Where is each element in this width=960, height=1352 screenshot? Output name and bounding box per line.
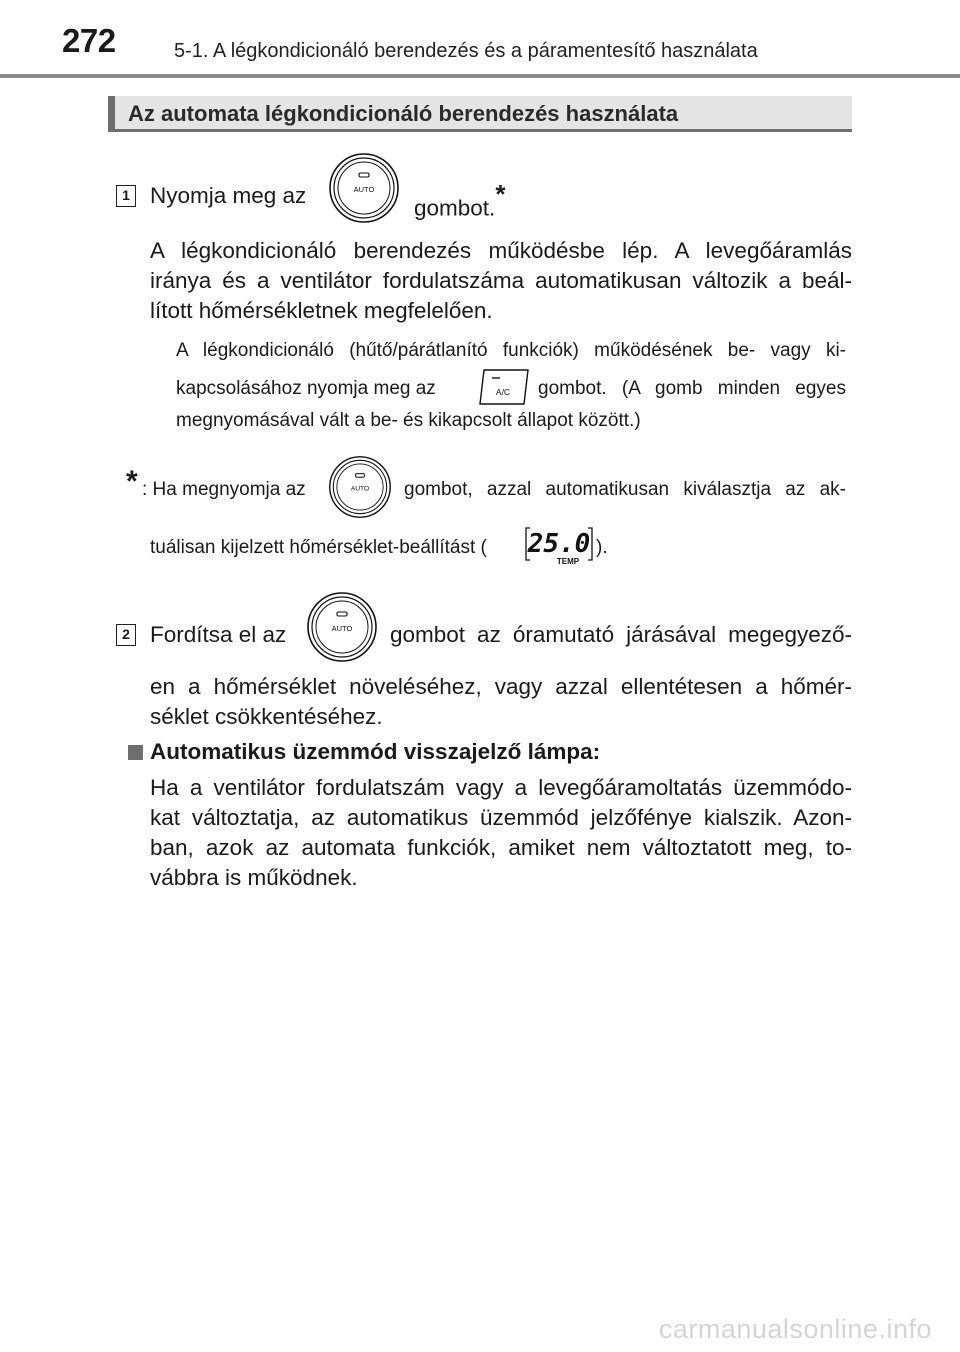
- step-1-body-line-2: iránya és a ventilátor fordulatszáma automatikusan változik a beál-: [150, 268, 852, 293]
- step-1-text-after: [414, 179, 506, 222]
- footnote-asterisk: *: [126, 465, 138, 498]
- section-heading-bar: [108, 96, 852, 132]
- auto-knob-icon-step2: [306, 591, 378, 663]
- running-header: 5-1. A légkondicionáló berendezés és a páramentesítő használata: [174, 40, 758, 62]
- step-1-note-line-2-after: gombot. (A gomb minden egyes: [538, 378, 846, 399]
- watermark: carmanualsonline.info: [658, 1314, 932, 1344]
- auto-knob-label: AUTO: [353, 185, 375, 194]
- step-1-badge: 1: [116, 185, 136, 207]
- header-rule: [0, 74, 960, 78]
- temperature-display-label: TEMP: [556, 557, 580, 566]
- footnote-line-2-before: tuálisan kijelzett hőmérséklet-beállítást (: [150, 537, 487, 558]
- subsection-line-3: ban, azok az automata funkciók, amiket nem változtatott meg, to-: [150, 835, 852, 860]
- step-1-note-line-3: megnyomásával vált a be- és kikapcsolt állapot között.): [176, 410, 641, 431]
- subsection-line-1: Ha a ventilátor fordulatszám vagy a levegőáramoltatás üzemmódo-: [150, 775, 852, 800]
- step-1-text-after-word: gombot.: [414, 195, 496, 221]
- step-1-body-line-3: lított hőmérsékletnek megfelelően.: [150, 298, 493, 323]
- step-2-text-after: gombot az óramutató járásával megegyező-: [390, 622, 852, 647]
- footnote-line-1-before: : Ha megnyomja az: [142, 479, 306, 500]
- section-title: Az automata légkondicionáló berendezés használata: [128, 101, 679, 126]
- step-1-note-line-1: A légkondicionáló (hűtő/párátlanító funkciók) működésének be- vagy ki-: [176, 340, 846, 361]
- step-1-note-line-2-before: kapcsolásához nyomja meg az: [176, 378, 436, 399]
- step-2-body-line-2: séklet csökkentéséhez.: [150, 704, 383, 729]
- footnote-line-2-after: ).: [596, 537, 608, 558]
- section-heading-accent: [108, 96, 115, 129]
- temperature-display-icon: [524, 524, 594, 568]
- page-number: 272: [62, 22, 116, 59]
- footnote-marker: *: [495, 179, 506, 209]
- step-1-body-line-1: A légkondicionáló berendezés működésbe lép. A levegőáramlás: [150, 238, 852, 263]
- auto-knob-icon: [328, 152, 400, 224]
- subsection-line-2: kat változtatja, az automatikus üzemmód jelzőfénye kialszik. Azon-: [150, 805, 852, 830]
- subsection-line-4: vábbra is működnek.: [150, 865, 358, 890]
- step-2-text-before: Fordítsa el az: [150, 622, 287, 647]
- subsection-bullet: [128, 745, 143, 760]
- ac-button-label: A/C: [495, 387, 511, 397]
- step-1-text-before: Nyomja meg az: [150, 183, 307, 208]
- step-2-badge: 2: [116, 624, 136, 646]
- temperature-display-value: 25.0: [527, 529, 591, 559]
- auto-knob-icon-small: [328, 455, 392, 519]
- ac-button-icon: [478, 367, 530, 407]
- auto-knob-small-label: AUTO: [350, 485, 370, 493]
- subsection-title: Automatikus üzemmód visszajelző lámpa:: [150, 739, 601, 764]
- auto-knob-step2-label: AUTO: [331, 624, 353, 633]
- step-2-body-line-1: en a hőmérséklet növeléséhez, vagy azzal ellentétesen a hőmér-: [150, 674, 852, 699]
- footnote-line-1-after: gombot, azzal automatikusan kiválasztja az ak-: [404, 479, 846, 500]
